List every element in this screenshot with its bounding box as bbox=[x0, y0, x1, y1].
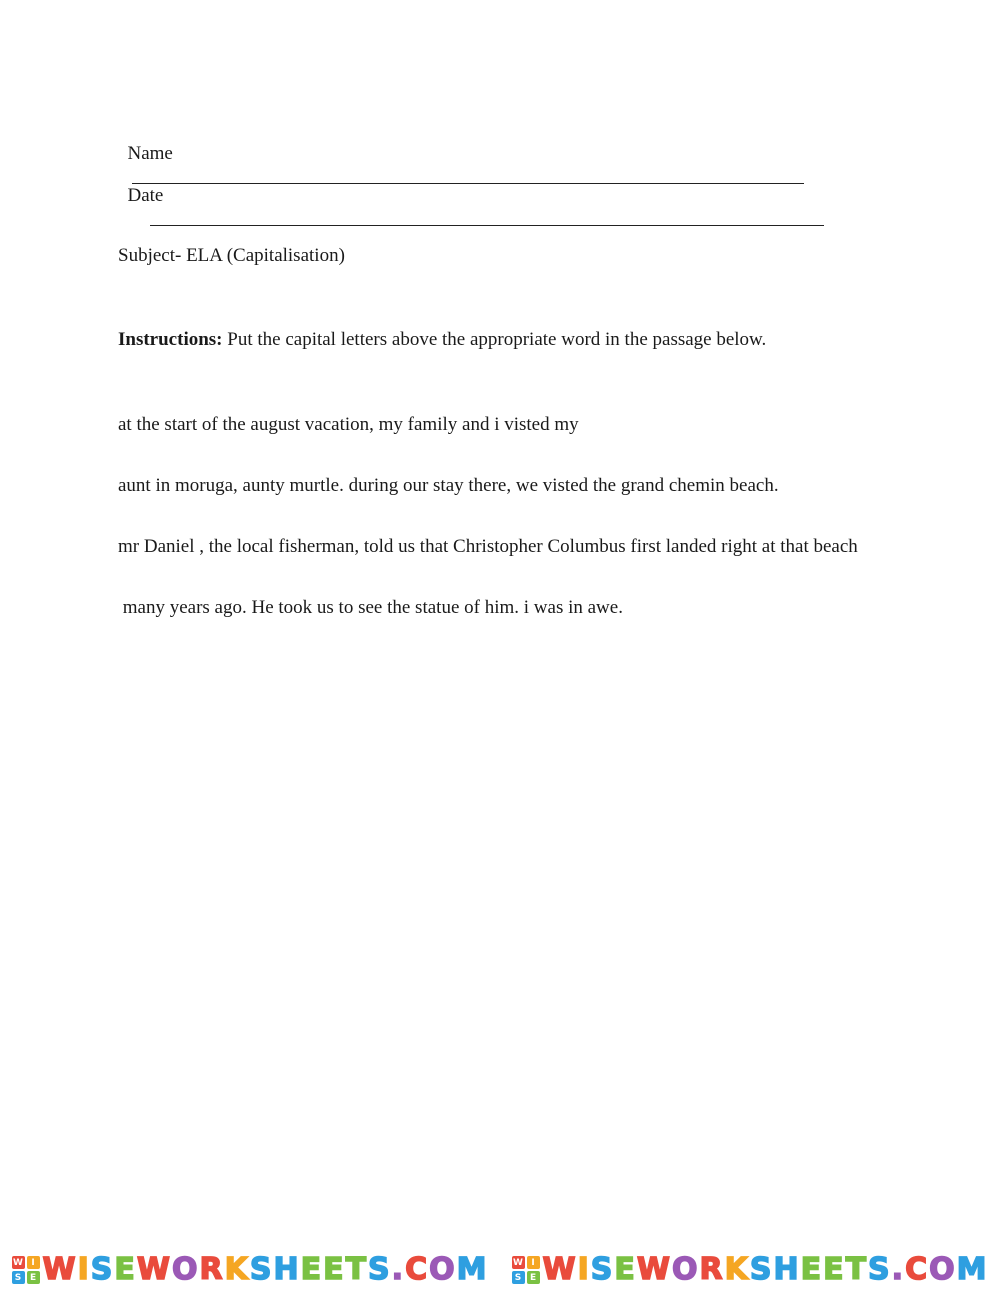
logo-letter: E bbox=[527, 1271, 540, 1284]
logo-grid-icon bbox=[12, 1256, 40, 1284]
brand-letter: E bbox=[823, 1252, 846, 1287]
brand-letter: M bbox=[956, 1252, 989, 1287]
logo-letter: S bbox=[512, 1271, 525, 1284]
footer-watermark bbox=[0, 1252, 1000, 1288]
brand-letter: O bbox=[429, 1252, 457, 1287]
brand-letter: R bbox=[699, 1252, 725, 1287]
brand-letter: O bbox=[929, 1252, 957, 1287]
brand-letter: S bbox=[90, 1252, 115, 1287]
logo-grid-icon bbox=[512, 1256, 540, 1284]
brand-letter: T bbox=[845, 1252, 869, 1287]
logo-letter: S bbox=[12, 1271, 25, 1284]
brand-letter: S bbox=[749, 1252, 774, 1287]
brand-letter: E bbox=[114, 1252, 137, 1287]
brand-letter: W bbox=[136, 1252, 172, 1287]
brand-letter: W bbox=[42, 1252, 78, 1287]
brand-letter: I bbox=[577, 1252, 591, 1287]
brand-letter: S bbox=[249, 1252, 274, 1287]
instructions bbox=[118, 328, 766, 352]
brand-letter: K bbox=[224, 1252, 250, 1287]
brand-letter: H bbox=[273, 1252, 301, 1287]
brand-letter: W bbox=[636, 1252, 672, 1287]
logo-letter: E bbox=[27, 1271, 40, 1284]
brand-letter: I bbox=[77, 1252, 91, 1287]
brand-letter: S bbox=[368, 1252, 392, 1287]
logo-letter: W bbox=[13, 1257, 23, 1268]
brand-letter: . bbox=[391, 1252, 406, 1287]
date-label: Date bbox=[127, 185, 164, 206]
brand-letter: K bbox=[724, 1252, 750, 1287]
brand-letter: O bbox=[171, 1252, 200, 1287]
brand-letter: E bbox=[614, 1252, 637, 1287]
brand-letter: W bbox=[542, 1252, 578, 1287]
brand-logo bbox=[512, 1253, 989, 1287]
subject-line: Subject- ELA (Capitalisation) bbox=[118, 245, 345, 266]
date-field[interactable] bbox=[150, 208, 824, 226]
brand-letter: T bbox=[345, 1252, 369, 1287]
passage-line-4: many years ago. He took us to see the statue of him. i was in awe. bbox=[118, 597, 623, 618]
passage-line-2: aunt in moruga, aunty murtle. during our stay there, we visted the grand chemin beach. bbox=[118, 475, 779, 496]
brand-letter: R bbox=[199, 1252, 225, 1287]
brand-letter: H bbox=[773, 1252, 801, 1287]
name-label: Name bbox=[127, 143, 173, 164]
logo-letter: I bbox=[27, 1256, 40, 1269]
brand-letter: E bbox=[323, 1252, 346, 1287]
brand-letter: O bbox=[671, 1252, 700, 1287]
brand-letter: E bbox=[300, 1252, 324, 1287]
date-row bbox=[118, 160, 824, 233]
brand-text bbox=[543, 1253, 989, 1287]
brand-text bbox=[43, 1253, 489, 1287]
brand-letter: C bbox=[405, 1252, 430, 1287]
brand-letter: S bbox=[868, 1252, 892, 1287]
instructions-text: Put the capital letters above the appropriate word in the passage below. bbox=[222, 329, 767, 350]
brand-logo bbox=[12, 1253, 489, 1287]
logo-letter: I bbox=[527, 1256, 540, 1269]
instructions-label: Instructions: bbox=[118, 329, 223, 350]
logo-letter: W bbox=[513, 1257, 523, 1268]
brand-letter: . bbox=[891, 1252, 906, 1287]
passage-line-3: mr Daniel , the local fisherman, told us that Christopher Columbus first landed right at that beach bbox=[118, 536, 858, 557]
brand-letter: C bbox=[905, 1252, 930, 1287]
brand-letter: E bbox=[800, 1252, 824, 1287]
brand-letter: S bbox=[590, 1252, 615, 1287]
brand-letter: M bbox=[456, 1252, 489, 1287]
passage-line-1: at the start of the august vacation, my family and i visted my bbox=[118, 414, 579, 435]
